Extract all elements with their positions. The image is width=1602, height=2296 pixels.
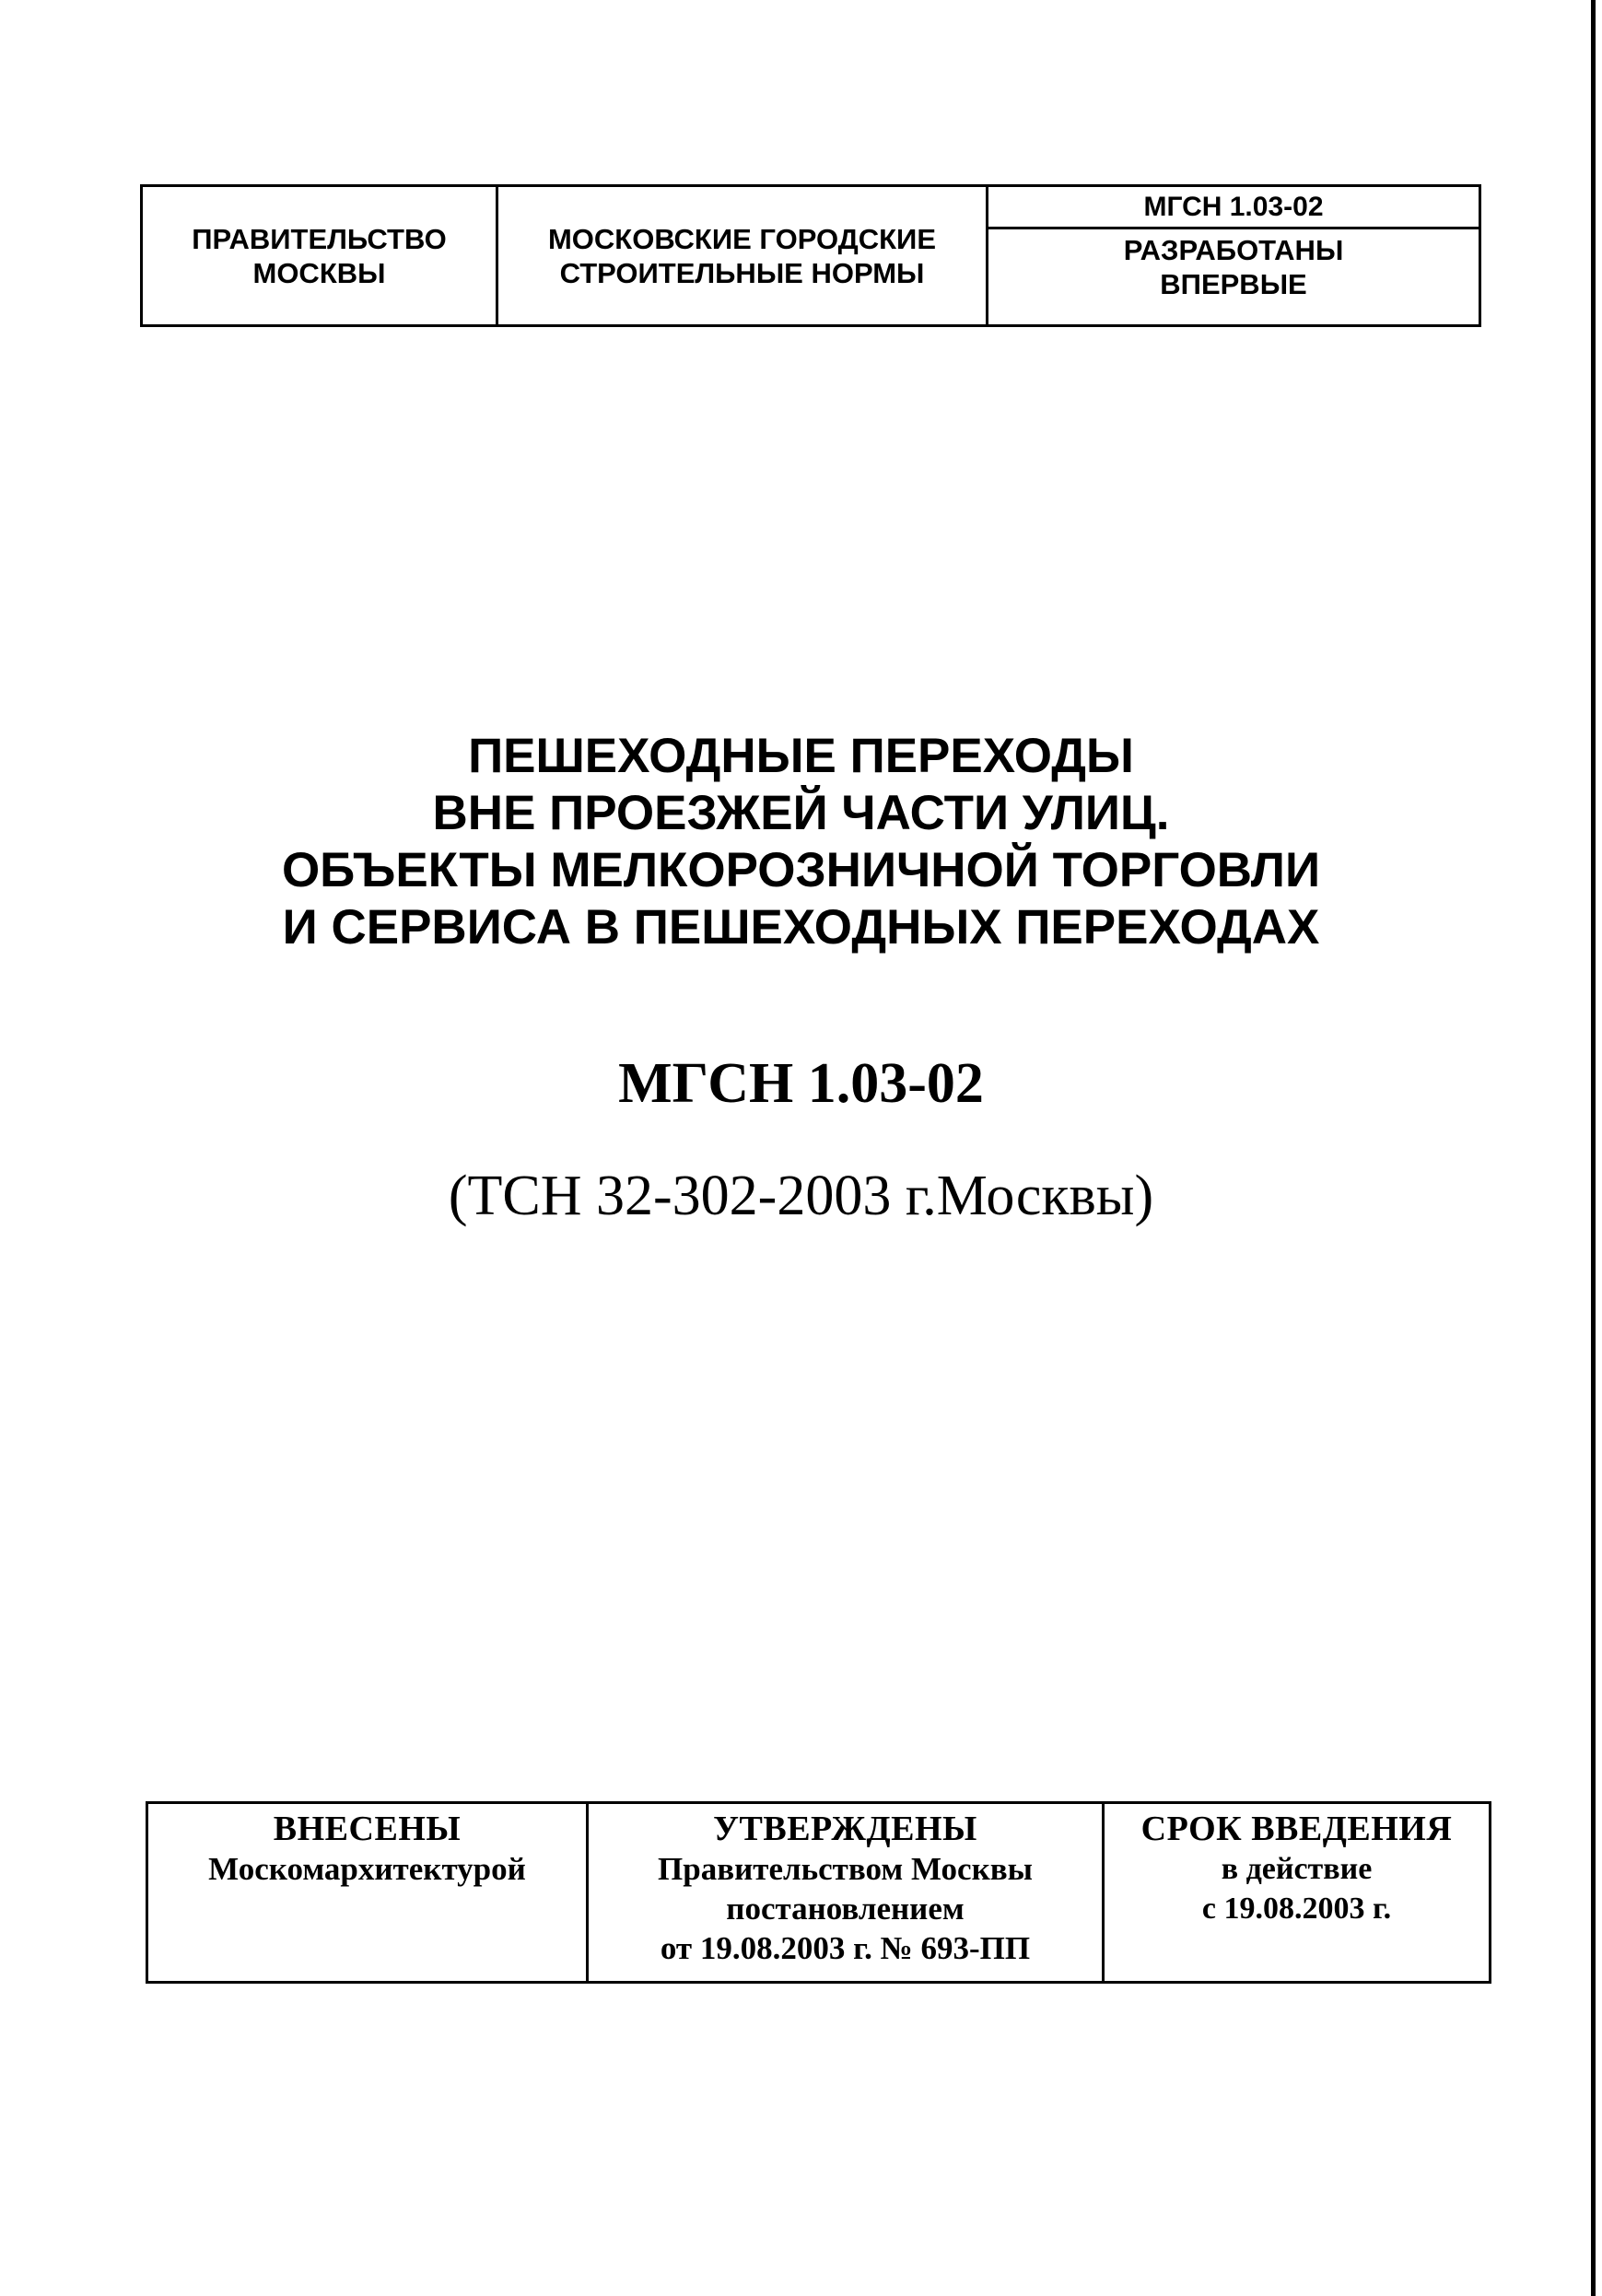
title-line-4: И СЕРВИСА В ПЕШЕХОДНЫХ ПЕРЕХОДАХ [282,900,1320,955]
footer-effective-line2: с 19.08.2003 г. [1201,1892,1392,1926]
footer-approved-line2: постановлением [726,1891,965,1927]
header-cell-norms [498,187,988,324]
header-doc-code: МГСН 1.03-02 [988,187,1479,229]
footer-cell-effective-date [1105,1804,1489,1981]
footer-effective-line1: в действие [1221,1852,1373,1886]
footer-approved-line1: Правительством Москвы [658,1851,1033,1887]
title-line-3: ОБЪЕКТЫ МЕЛКОРОЗНИЧНОЙ ТОРГОВЛИ [281,843,1321,897]
footer-effective-heading: СРОК ВВЕДЕНИЯ [1140,1810,1453,1848]
footer-approved-line3: от 19.08.2003 г. № 693-ПП [660,1930,1031,1966]
header-government-line2: МОСКВЫ [252,256,386,289]
footer-introduced-line1: Москомархитектурой [208,1851,526,1887]
footer-table [146,1801,1491,1984]
document-subcode: (ТСН 32-302-2003 г.Москвы) [448,1165,1154,1227]
header-norms-line1: МОСКОВСКИЕ ГОРОДСКИЕ [547,222,937,255]
header-cell-status [988,187,1479,324]
document-code: МГСН 1.03-02 [618,1052,984,1115]
footer-approved-heading: УТВЕРЖДЕНЫ [713,1810,977,1848]
page-edge-border [1591,0,1596,2296]
header-table [140,184,1481,327]
title-line-2: ВНЕ ПРОЕЗЖЕЙ ЧАСТИ УЛИЦ. [432,786,1170,840]
footer-cell-approved [589,1804,1105,1981]
header-status-text [988,229,1479,324]
footer-cell-introduced [148,1804,589,1981]
document-title [0,728,1602,956]
title-line-1: ПЕШЕХОДНЫЕ ПЕРЕХОДЫ [468,729,1134,783]
header-status-line1: РАЗРАБОТАНЫ [1123,234,1344,266]
footer-introduced-heading: ВНЕСЕНЫ [273,1810,462,1848]
header-norms-line2: СТРОИТЕЛЬНЫЕ НОРМЫ [559,256,925,289]
header-cell-government [143,187,498,324]
header-status-line2: ВПЕРВЫЕ [1160,268,1307,300]
header-government-line1: ПРАВИТЕЛЬСТВО [192,222,447,255]
